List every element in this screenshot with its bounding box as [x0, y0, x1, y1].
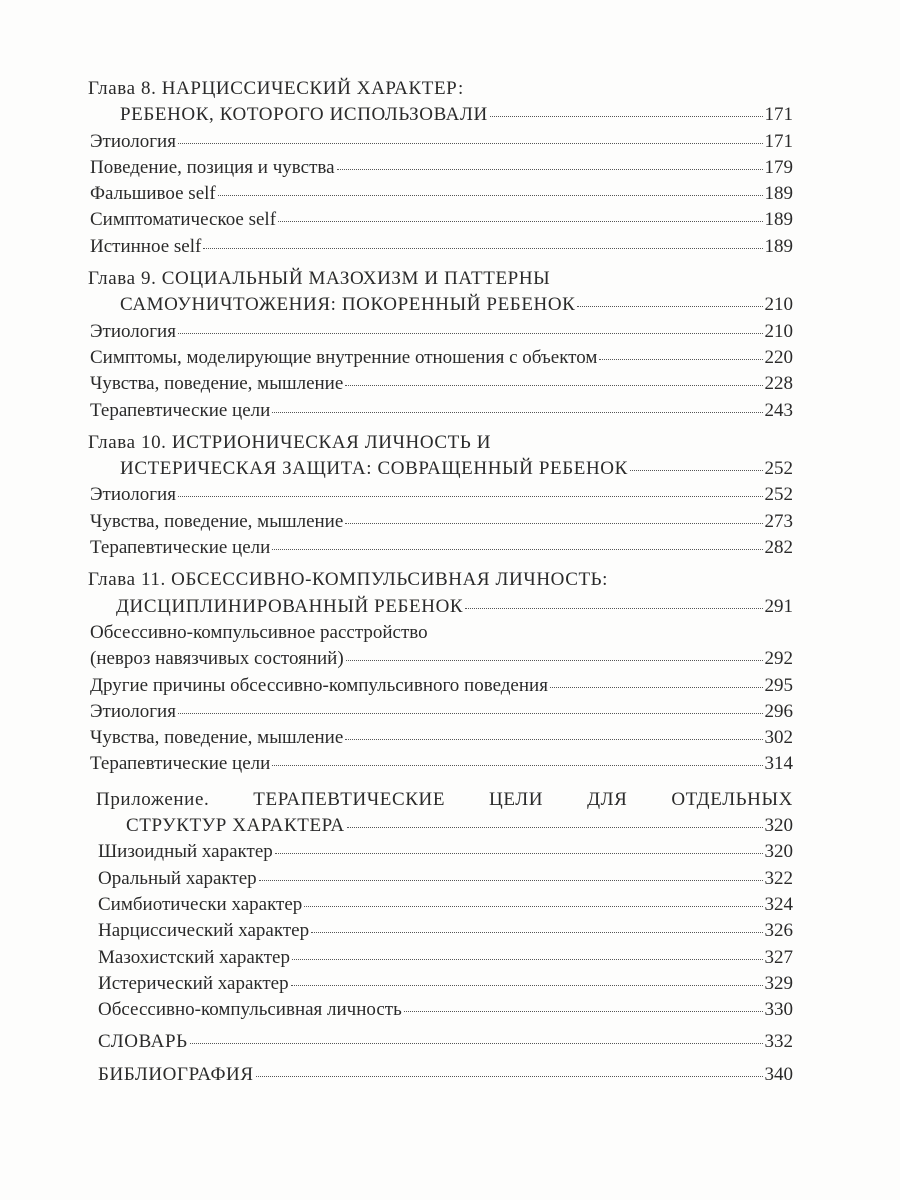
chapter-10-heading	[88, 430, 793, 456]
page-number: 282	[764, 537, 793, 559]
appendix-word: ДЛЯ	[587, 788, 628, 810]
page-number: 330	[764, 999, 793, 1021]
entry-title: Фальшивое self	[90, 183, 216, 205]
page-number: 179	[764, 156, 793, 178]
entry-title: СЛОВАРЬ	[98, 1031, 188, 1053]
appendix-word: ТЕРАПЕВТИЧЕСКИЕ	[253, 788, 446, 810]
toc-entry	[88, 319, 793, 345]
toc-entry	[88, 839, 793, 865]
chapter-9-heading	[88, 266, 793, 292]
chapter-9-heading-cont	[88, 292, 793, 318]
entry-title: БИБЛИОГРАФИЯ	[98, 1063, 254, 1085]
toc-entry	[88, 866, 793, 892]
page-number: 291	[764, 595, 793, 617]
chapter-title: Глава 9. СОЦИАЛЬНЫЙ МАЗОХИЗМ И ПАТТЕРНЫ	[88, 268, 551, 290]
entry-title: Этиология	[90, 320, 176, 342]
page-number: 210	[764, 294, 793, 316]
leader-dots	[304, 906, 762, 907]
toc-entry-multiline-cont	[88, 646, 793, 672]
toc-entry	[88, 509, 793, 535]
entry-title: Мазохистский характер	[98, 946, 290, 968]
leader-dots	[291, 985, 763, 986]
entry-title: Этиология	[90, 130, 176, 152]
leader-dots	[259, 880, 763, 881]
leader-dots	[347, 827, 763, 828]
entry-title: Терапевтические цели	[90, 537, 271, 559]
toc-entry	[88, 345, 793, 371]
chapter-title: Глава 10. ИСТРИОНИЧЕСКАЯ ЛИЧНОСТЬ И	[88, 431, 492, 453]
toc-entry	[88, 699, 793, 725]
leader-dots	[550, 687, 763, 688]
chapter-subtitle: ИСТЕРИЧЕСКАЯ ЗАЩИТА: СОВРАЩЕННЫЙ РЕБЕНОК	[120, 458, 628, 480]
page-number: 320	[764, 841, 793, 863]
leader-dots	[345, 385, 762, 386]
leader-dots	[630, 470, 763, 471]
chapter-8-heading-cont	[88, 102, 793, 128]
toc-entry	[88, 751, 793, 777]
toc-entry	[88, 181, 793, 207]
toc-entry	[88, 892, 793, 918]
page-number: 324	[764, 893, 793, 915]
page-number: 295	[764, 674, 793, 696]
page-number: 302	[764, 727, 793, 749]
page-number: 296	[764, 700, 793, 722]
toc-entry	[88, 945, 793, 971]
entry-title: Нарциссический характер	[98, 920, 310, 942]
toc-entry	[88, 725, 793, 751]
chapter-title: Глава 8. НАРЦИССИЧЕСКИЙ ХАРАКТЕР:	[88, 78, 464, 99]
page-number: 171	[764, 104, 793, 126]
leader-dots	[178, 496, 763, 497]
toc-entry	[88, 997, 793, 1023]
entry-title: Оральный характер	[98, 867, 257, 889]
chapter-subtitle: ДИСЦИПЛИНИРОВАННЫЙ РЕБЕНОК	[116, 595, 464, 617]
leader-dots	[178, 333, 763, 334]
leader-dots	[577, 306, 762, 307]
page-number: 332	[764, 1031, 793, 1053]
entry-title: Чувства, поведение, мышление	[90, 373, 344, 395]
page-number: 320	[764, 815, 793, 837]
page-number: 329	[764, 972, 793, 994]
entry-title: Симптоматическое self	[90, 209, 277, 231]
chapter-11-heading	[88, 567, 793, 593]
toc-entry	[88, 398, 793, 424]
chapter-8-heading	[88, 76, 793, 102]
page-number: 314	[764, 753, 793, 775]
chapter-10-heading-cont	[88, 456, 793, 482]
page-number: 252	[764, 484, 793, 506]
leader-dots	[346, 660, 763, 661]
page-number: 171	[764, 130, 793, 152]
toc-entry	[88, 371, 793, 397]
chapter-11-heading-cont	[88, 594, 793, 620]
leader-dots	[599, 359, 762, 360]
appendix-word: ОТДЕЛЬНЫХ	[671, 788, 793, 810]
page-number: 189	[764, 235, 793, 257]
appendix-heading-cont	[88, 813, 793, 839]
glossary-entry	[88, 1029, 793, 1055]
page-number: 252	[764, 458, 793, 480]
entry-title: (невроз навязчивых состояний)	[90, 648, 344, 670]
appendix-subtitle: СТРУКТУР ХАРАКТЕРА	[126, 815, 345, 837]
toc-entry	[88, 207, 793, 233]
leader-dots	[272, 765, 762, 766]
page-number: 243	[764, 399, 793, 421]
entry-title: Шизоидный характер	[98, 841, 273, 863]
leader-dots	[203, 248, 762, 249]
leader-dots	[272, 549, 762, 550]
page-number: 340	[764, 1063, 793, 1085]
entry-title: Терапевтические цели	[90, 399, 271, 421]
leader-dots	[272, 412, 762, 413]
toc-entry	[88, 971, 793, 997]
leader-dots	[311, 932, 762, 933]
page-number: 327	[764, 946, 793, 968]
entry-title: Этиология	[90, 700, 176, 722]
chapter-subtitle: РЕБЕНОК, КОТОРОГО ИСПОЛЬЗОВАЛИ	[120, 104, 488, 126]
appendix-word: Приложение.	[96, 788, 210, 810]
toc-entry	[88, 918, 793, 944]
entry-title: Истинное self	[90, 235, 202, 257]
page-number: 326	[764, 920, 793, 942]
appendix-word: ЦЕЛИ	[489, 788, 544, 810]
page-number: 228	[764, 373, 793, 395]
entry-title: Чувства, поведение, мышление	[90, 510, 344, 532]
leader-dots	[292, 959, 763, 960]
leader-dots	[275, 853, 763, 854]
page-number: 189	[764, 183, 793, 205]
page-number: 322	[764, 867, 793, 889]
leader-dots	[345, 739, 762, 740]
chapter-subtitle: САМОУНИЧТОЖЕНИЯ: ПОКОРЕННЫЙ РЕБЕНОК	[120, 294, 576, 316]
leader-dots	[218, 195, 763, 196]
leader-dots	[178, 713, 763, 714]
leader-dots	[337, 169, 763, 170]
entry-title: Обсессивно-компульсивная личность	[98, 999, 402, 1021]
page-number: 210	[764, 320, 793, 342]
entry-title: Симптомы, моделирующие внутренние отношения с объектом	[90, 346, 598, 368]
entry-title: Этиология	[90, 484, 176, 506]
toc-entry	[88, 482, 793, 508]
leader-dots	[465, 608, 762, 609]
entry-title: Истерический характер	[98, 972, 289, 994]
entry-title: Другие причины обсессивно-компульсивного поведения	[90, 674, 548, 696]
table-of-contents	[88, 76, 793, 1088]
entry-title: Поведение, позиция и чувства	[90, 156, 335, 178]
bibliography-entry	[88, 1062, 793, 1088]
leader-dots	[490, 116, 763, 117]
leader-dots	[190, 1043, 763, 1044]
toc-entry	[88, 234, 793, 260]
entry-title: Симбиотически характер	[98, 893, 303, 915]
leader-dots	[345, 523, 762, 524]
toc-entry	[88, 673, 793, 699]
leader-dots	[404, 1011, 763, 1012]
toc-entry	[88, 155, 793, 181]
leader-dots	[256, 1076, 763, 1077]
entry-title: Терапевтические цели	[90, 753, 271, 775]
toc-entry	[88, 129, 793, 155]
page-number: 189	[764, 209, 793, 231]
toc-entry-multiline	[88, 620, 793, 646]
appendix-heading	[88, 787, 793, 813]
entry-title: Чувства, поведение, мышление	[90, 727, 344, 749]
toc-entry	[88, 535, 793, 561]
page-number: 273	[764, 510, 793, 532]
page-number: 292	[764, 648, 793, 670]
leader-dots	[278, 221, 762, 222]
chapter-title: Глава 11. ОБСЕССИВНО-КОМПУЛЬСИВНАЯ ЛИЧНОСТЬ:	[88, 569, 609, 591]
entry-title: Обсессивно-компульсивное расстройство	[90, 621, 428, 643]
page-number: 220	[764, 346, 793, 368]
leader-dots	[178, 143, 763, 144]
